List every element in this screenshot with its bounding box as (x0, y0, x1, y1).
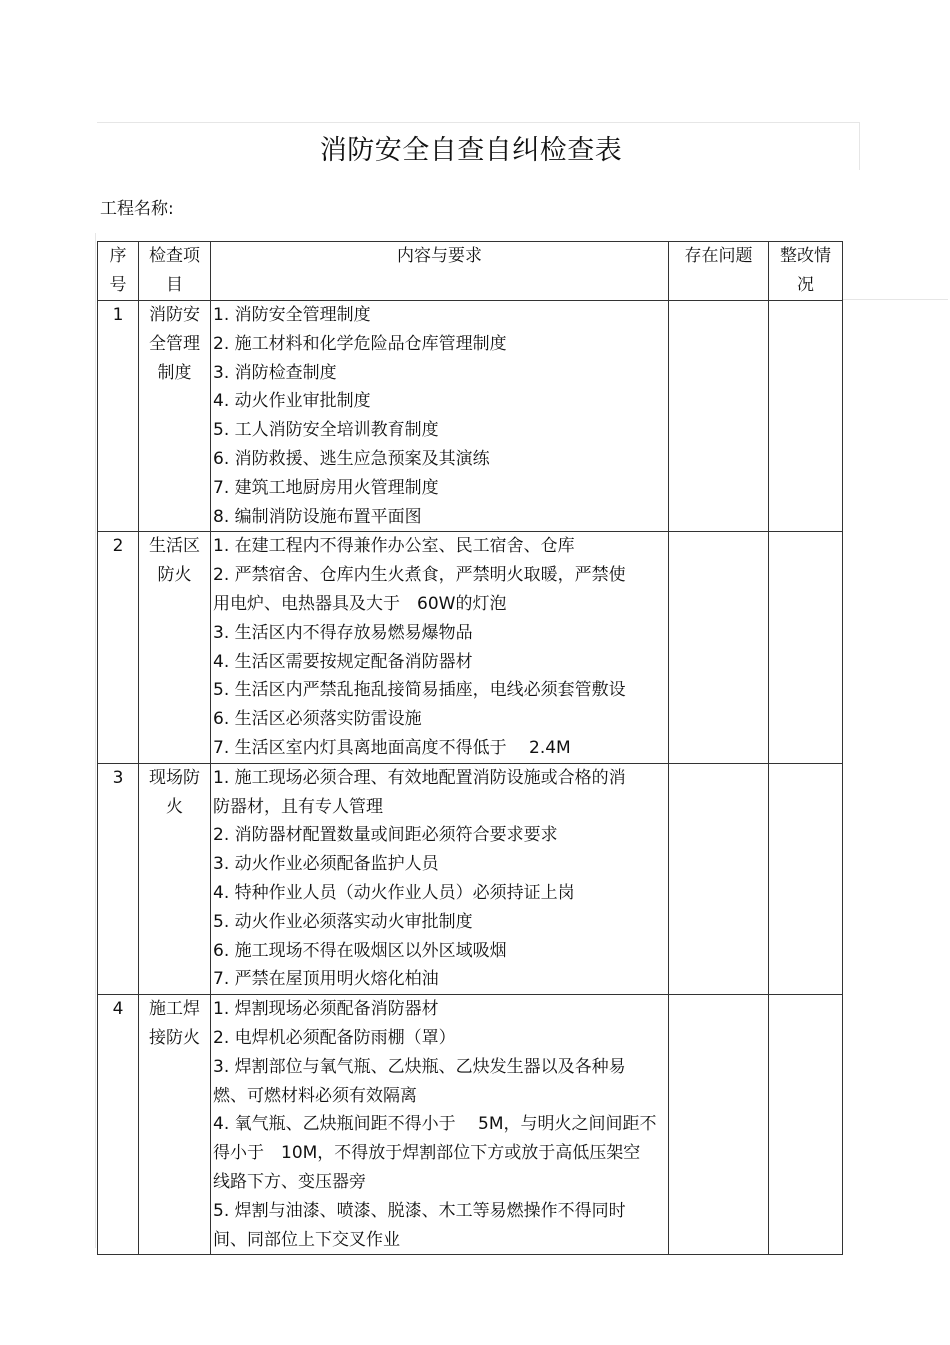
row-rectification-cell[interactable] (769, 995, 843, 1255)
row-item: 施工焊 接防火 (139, 995, 211, 1255)
row-seq: 4 (98, 995, 139, 1255)
row-requirements: 1. 消防安全管理制度 2. 施工材料和化学危险品仓库管理制度 3. 消防检查制度 4. 动火作业审批制度 5. 工人消防安全培训教育制度 6. 消防救援、逃生应急预案及其演练 7. 建筑工地厨房用火管理制度 8. 编制消防设施布置平面图 (211, 301, 669, 532)
row-rectification-cell[interactable] (769, 301, 843, 532)
table-row (98, 995, 843, 1255)
side-rule (842, 299, 948, 300)
inspection-table (97, 241, 843, 1255)
header-row (98, 242, 843, 301)
document-title: 消防安全自查自纠检查表 (319, 135, 623, 166)
row-requirements: 1. 在建工程内不得兼作办公室、民工宿舍、仓库 2. 严禁宿舍、仓库内生火煮食，严禁明火取暖，严禁使 用电炉、电热器具及大于 60W的灯泡 3. 生活区内不得存放易燃易爆物品 4. 生活区需要按规定配备消防器材 5. 生活区内严禁乱拖乱接简易插座，电线必须套管敷设 6. 生活区必须落实防雷设施 7. 生活区室内灯具离地面高度不得低于 2.4M (211, 532, 669, 763)
table-row (98, 301, 843, 532)
row-seq: 1 (98, 301, 139, 532)
row-seq: 3 (98, 763, 139, 994)
top-rule (97, 122, 859, 123)
row-seq: 2 (98, 532, 139, 763)
row-rectification-cell[interactable] (769, 763, 843, 994)
left-rule (95, 233, 96, 1248)
row-item: 生活区 防火 (139, 532, 211, 763)
header-requirements: 内容与要求 (211, 242, 669, 301)
row-item: 消防安 全管理 制度 (139, 301, 211, 532)
row-rectification-cell[interactable] (769, 532, 843, 763)
row-issues-cell[interactable] (669, 995, 769, 1255)
row-issues-cell[interactable] (669, 532, 769, 763)
row-requirements: 1. 焊割现场必须配备消防器材 2. 电焊机必须配备防雨棚（罩） 3. 焊割部位与氧气瓶、乙炔瓶、乙炔发生器以及各种易 燃、可燃材料必须有效隔离 4. 氧气瓶、乙炔瓶间距不得小于 5M，与明火之间间距不 得小于 10M，不得放于焊割部位下方或放于高低压架空 线路下方、变压器旁 5. 焊割与油漆、喷漆、脱漆、木工等易燃操作不得同时 间、同部位上下交叉作业 (211, 995, 669, 1255)
project-name-label: 工程名称: (100, 199, 174, 219)
table-row (98, 763, 843, 994)
row-requirements: 1. 施工现场必须合理、有效地配置消防设施或合格的消 防器材，且有专人管理 2. 消防器材配置数量或间距必须符合要求要求 3. 动火作业必须配备监护人员 4. 特种作业人员（动火作业人员）必须持证上岗 5. 动火作业必须落实动火审批制度 6. 施工现场不得在吸烟区以外区域吸烟 7. 严禁在屋顶用明火熔化柏油 (211, 763, 669, 994)
header-issues: 存在问题 (669, 242, 769, 301)
row-item: 现场防 火 (139, 763, 211, 994)
row-issues-cell[interactable] (669, 763, 769, 994)
row-issues-cell[interactable] (669, 301, 769, 532)
header-item: 检查项 目 (139, 242, 211, 301)
header-seq: 序 号 (98, 242, 139, 301)
table-row (98, 532, 843, 763)
header-rectification: 整改情 况 (769, 242, 843, 301)
